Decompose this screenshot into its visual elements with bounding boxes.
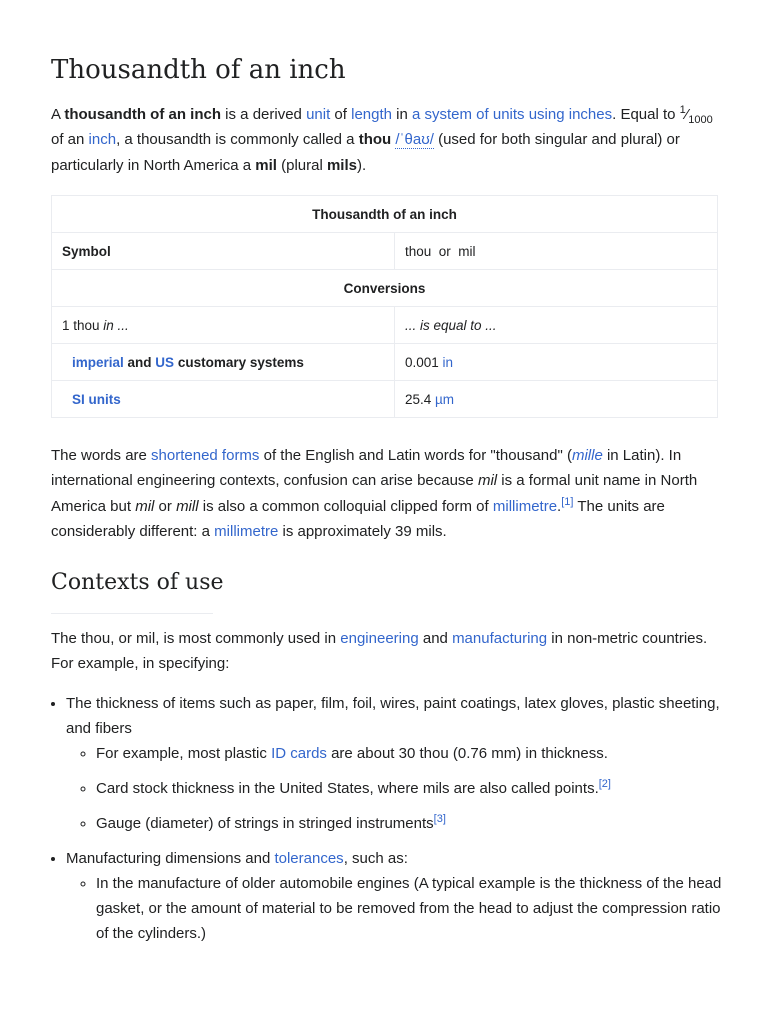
- para-text: The thou, or mil, is most commonly used in: [51, 630, 341, 647]
- intro-text: A: [51, 106, 65, 123]
- fraction-denominator: 1000: [688, 114, 713, 126]
- ipa-pronunciation-link[interactable]: /ˈθaʊ/: [395, 131, 434, 149]
- intro-text: (used for both singular and plural) or particularly in North America a: [51, 131, 680, 174]
- equal-label-italic: ... is equal to ...: [405, 317, 497, 333]
- italic-mill: mill: [176, 497, 199, 515]
- link-system-of-units[interactable]: a system of units using inches: [412, 106, 613, 123]
- list-item-text: Card stock thickness in the United States, where mils are also called points.: [96, 780, 599, 797]
- conversion-in-label-italic: in ...: [103, 317, 129, 333]
- intro-text: , a thousandth is commonly called a: [116, 131, 359, 149]
- value-number: 25.4: [405, 391, 436, 407]
- si-units-label: [52, 381, 395, 418]
- bold-thou: thou: [358, 131, 392, 149]
- contexts-paragraph: [51, 626, 719, 677]
- infobox-row: [52, 381, 718, 418]
- symbol-value: thou or mil: [395, 233, 718, 270]
- para-text: The units are considerably different: a: [51, 497, 665, 540]
- list-item-text: Manufacturing dimensions and: [66, 850, 275, 867]
- para-text: .: [557, 497, 562, 515]
- citation-link[interactable]: [3]: [433, 813, 446, 825]
- conversion-in-label: [52, 307, 395, 344]
- list-item: [96, 871, 734, 946]
- para-text: is also a common colloquial clipped form of: [198, 497, 493, 515]
- citation-link[interactable]: [2]: [598, 778, 611, 790]
- citation-link[interactable]: [1]: [561, 495, 574, 508]
- link-millimetre[interactable]: millimetre: [492, 497, 558, 515]
- link-tolerances[interactable]: tolerances: [274, 850, 344, 867]
- section-divider: [51, 613, 213, 614]
- intro-text: ).: [356, 156, 367, 174]
- list-item-text: The thickness of items such as paper, film, foil, wires, paint coatings, latex gloves, plastic sheeting, and fibers: [66, 695, 720, 737]
- link-length[interactable]: length: [351, 106, 392, 123]
- list-item: [96, 811, 734, 836]
- link-inch[interactable]: inch: [88, 131, 117, 149]
- label-text: customary systems: [174, 354, 304, 370]
- italic-mil: mil: [135, 497, 155, 515]
- list-item: [66, 846, 734, 946]
- link-imperial[interactable]: imperial: [72, 354, 124, 370]
- para-text: in non-metric countries. For example, in specifying:: [51, 630, 708, 673]
- link-manufacturing[interactable]: manufacturing: [452, 630, 548, 647]
- intro-text: is a derived: [221, 106, 307, 123]
- list-item: [66, 691, 734, 836]
- list-item: [96, 776, 734, 801]
- para-text: of the English and Latin words for "thousand" (: [259, 447, 572, 464]
- link-mille[interactable]: mille: [571, 447, 603, 464]
- fraction-slash: ⁄: [685, 106, 689, 123]
- link-millimetre[interactable]: millimetre: [214, 522, 279, 540]
- link-engineering[interactable]: engineering: [340, 630, 419, 647]
- imperial-value: [395, 344, 718, 381]
- section-heading-contexts: Contexts of use: [51, 570, 224, 595]
- infobox-subheader-row: [52, 270, 718, 307]
- intro-text: . Equal to: [612, 106, 680, 123]
- conversion-equal-label: [395, 307, 718, 344]
- link-in-unit[interactable]: in: [442, 354, 454, 370]
- words-paragraph: [51, 443, 719, 544]
- conversions-header: Conversions: [52, 270, 718, 307]
- intro-bold-term: thousandth of an inch: [64, 106, 222, 123]
- list-item-text: For example, most plastic: [96, 745, 272, 762]
- intro-text: of: [330, 106, 352, 123]
- uses-list: [51, 691, 734, 956]
- link-si-units[interactable]: SI units: [72, 391, 121, 407]
- intro-text: in: [391, 106, 412, 123]
- label-text: and: [123, 354, 156, 370]
- list-item-text: In the manufacture of older automobile engines (A typical example is the thickness of the head gasket, or the amount of material to be removed from the head to adjust the compression ratio of the cylinders.): [96, 875, 722, 942]
- infobox-table: [51, 195, 718, 418]
- para-text: or: [154, 497, 177, 515]
- link-shortened-forms[interactable]: shortened forms: [151, 447, 260, 464]
- page-title: Thousandth of an inch: [51, 55, 346, 85]
- intro-text: (plural: [276, 156, 327, 174]
- conversion-in-label-text: 1 thou: [62, 317, 104, 333]
- link-id-cards[interactable]: ID cards: [271, 745, 327, 762]
- si-value: [395, 381, 718, 418]
- para-text: in Latin). In international engineering contexts, confusion can arise because: [51, 447, 682, 490]
- link-unit[interactable]: unit: [306, 106, 331, 123]
- symbol-label: Symbol: [52, 233, 395, 270]
- infobox-row: [52, 344, 718, 381]
- imperial-us-label: [52, 344, 395, 381]
- value-number: 0.001: [405, 354, 443, 370]
- fraction-numerator: 1: [679, 104, 686, 116]
- sub-list: [66, 871, 734, 946]
- para-text: and: [418, 630, 453, 647]
- list-item: [96, 741, 734, 766]
- link-micrometre-unit[interactable]: µm: [435, 391, 455, 407]
- para-text: is approximately 39 mils.: [278, 522, 447, 540]
- intro-text: of an: [51, 131, 89, 149]
- para-text: is a formal unit name in North America but: [51, 472, 698, 515]
- list-item-text: are about 30 thou (0.76 mm) in thickness.: [326, 745, 608, 762]
- infobox-title: Thousandth of an inch: [52, 196, 718, 233]
- italic-mil: mil: [477, 472, 498, 490]
- list-item-text: , such as:: [343, 850, 408, 867]
- sub-list: [66, 741, 734, 836]
- link-us[interactable]: US: [155, 354, 175, 370]
- infobox-row: [52, 307, 718, 344]
- infobox-header-row: [52, 196, 718, 233]
- intro-paragraph: [51, 102, 719, 178]
- bold-mil: mil: [255, 156, 277, 174]
- bold-mils: mils: [326, 156, 357, 174]
- list-item-text: Gauge (diameter) of strings in stringed instruments: [96, 815, 434, 832]
- infobox-row: [52, 233, 718, 270]
- para-text: The words are: [51, 447, 152, 464]
